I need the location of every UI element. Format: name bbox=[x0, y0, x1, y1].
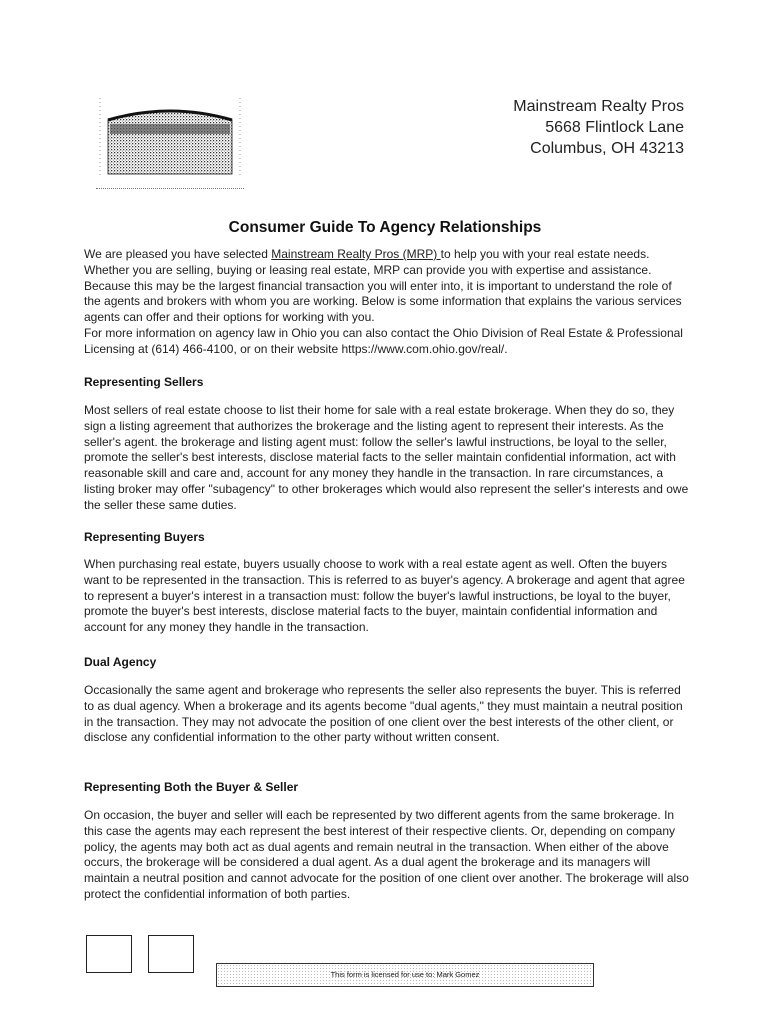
intro-paragraph bbox=[84, 247, 690, 358]
heading-representing-buyers: Representing Buyers bbox=[84, 530, 205, 544]
paragraph-representing-both: On occasion, the buyer and seller will each be represented by two different agents from the same brokerage. In this case the agents may each represent the best interest of their respective clients. Or, depending on company policy, the agents may both act as dual agents and remain neutral in the transaction. When either of the above occurs, the brokerage will be considered a dual agent. As a dual agent the brokerage and its managers will maintain a neutral position and cannot advocate for the position of one client over another. The brokerage will also protect the confidential information of both parties. bbox=[84, 808, 689, 901]
license-notice-text: This form is licensed for use to: Mark Gomez bbox=[330, 970, 480, 979]
heading-representing-sellers: Representing Sellers bbox=[84, 375, 204, 389]
heading-dual-agency: Dual Agency bbox=[84, 655, 157, 669]
initials-box-1[interactable] bbox=[86, 935, 132, 973]
company-street: 5668 Flintlock Lane bbox=[545, 119, 684, 136]
intro-text-start: We are pleased you have selected bbox=[84, 247, 272, 261]
license-notice-bar bbox=[216, 963, 594, 987]
logo-graphic bbox=[96, 98, 244, 182]
company-address bbox=[513, 96, 684, 159]
page-title: Consumer Guide To Agency Relationships bbox=[228, 219, 542, 236]
logo-caption-dots bbox=[96, 182, 244, 189]
more-info-text: For more information on agency law in Ohio you can also contact the Ohio Division of Real Estate & Professional Licensing at (614) 466-4100, or on their website https://www.com.ohio.gov/real/. bbox=[84, 325, 683, 356]
company-name: Mainstream Realty Pros bbox=[513, 98, 684, 115]
company-link[interactable]: Mainstream Realty Pros (MRP) bbox=[271, 247, 441, 261]
paragraph-representing-sellers: Most sellers of real estate choose to list their home for sale with a real estate brokerage. When they do so, they sign a listing agreement that authorizes the brokerage and the listing agent to represent their interests. As the seller's agent. the brokerage and listing agent must: follow the seller's lawful instructions, be loyal to the seller, promote the seller's best interests, disclose material facts to the seller maintain confidential information, act with reasonable skill and care and, account for any money they handle in the transaction. In rare circumstances, a listing broker may offer "subagency" to other brokerages which would also represent the seller's interests and owe the seller these same duties. bbox=[84, 403, 689, 512]
initials-box-2[interactable] bbox=[148, 935, 194, 973]
paragraph-representing-buyers: When purchasing real estate, buyers usually choose to work with a real estate agent as well. Often the buyers want to be represented in the transaction. This is referred to as buyer's agency. A brokerage and agent that agree to represent a buyer's interest in a transaction must: follow the buyer's lawful instructions, be loyal to the buyer, promote the buyer's best interests, disclose material facts to the buyer, maintain confidential information and account for any money they handle in the transaction. bbox=[84, 557, 685, 635]
company-logo bbox=[96, 98, 244, 190]
intro-text-end: to help you with your real estate needs. Whether you are selling, buying or leasing real estate, MRP can provide you with expertise and assistance. Because this may be the largest financial transaction you will enter into, it is important to understand the role of the agents and brokers with whom you are working. Below is some information that explains the various services agents can offer and their options for working with you. bbox=[84, 247, 682, 325]
paragraph-dual-agency: Occasionally the same agent and brokerage who represents the seller also represents the buyer. This is referred to as dual agency. When a brokerage and its agents become "dual agents," they must maintain a neutral position in the transaction. They may not advocate the position of one client over the best interests of the other client, or disclose any confidential information to the other party without written consent. bbox=[84, 683, 683, 745]
heading-representing-both: Representing Both the Buyer & Seller bbox=[84, 780, 299, 794]
company-city-state-zip: Columbus, OH 43213 bbox=[530, 140, 684, 157]
